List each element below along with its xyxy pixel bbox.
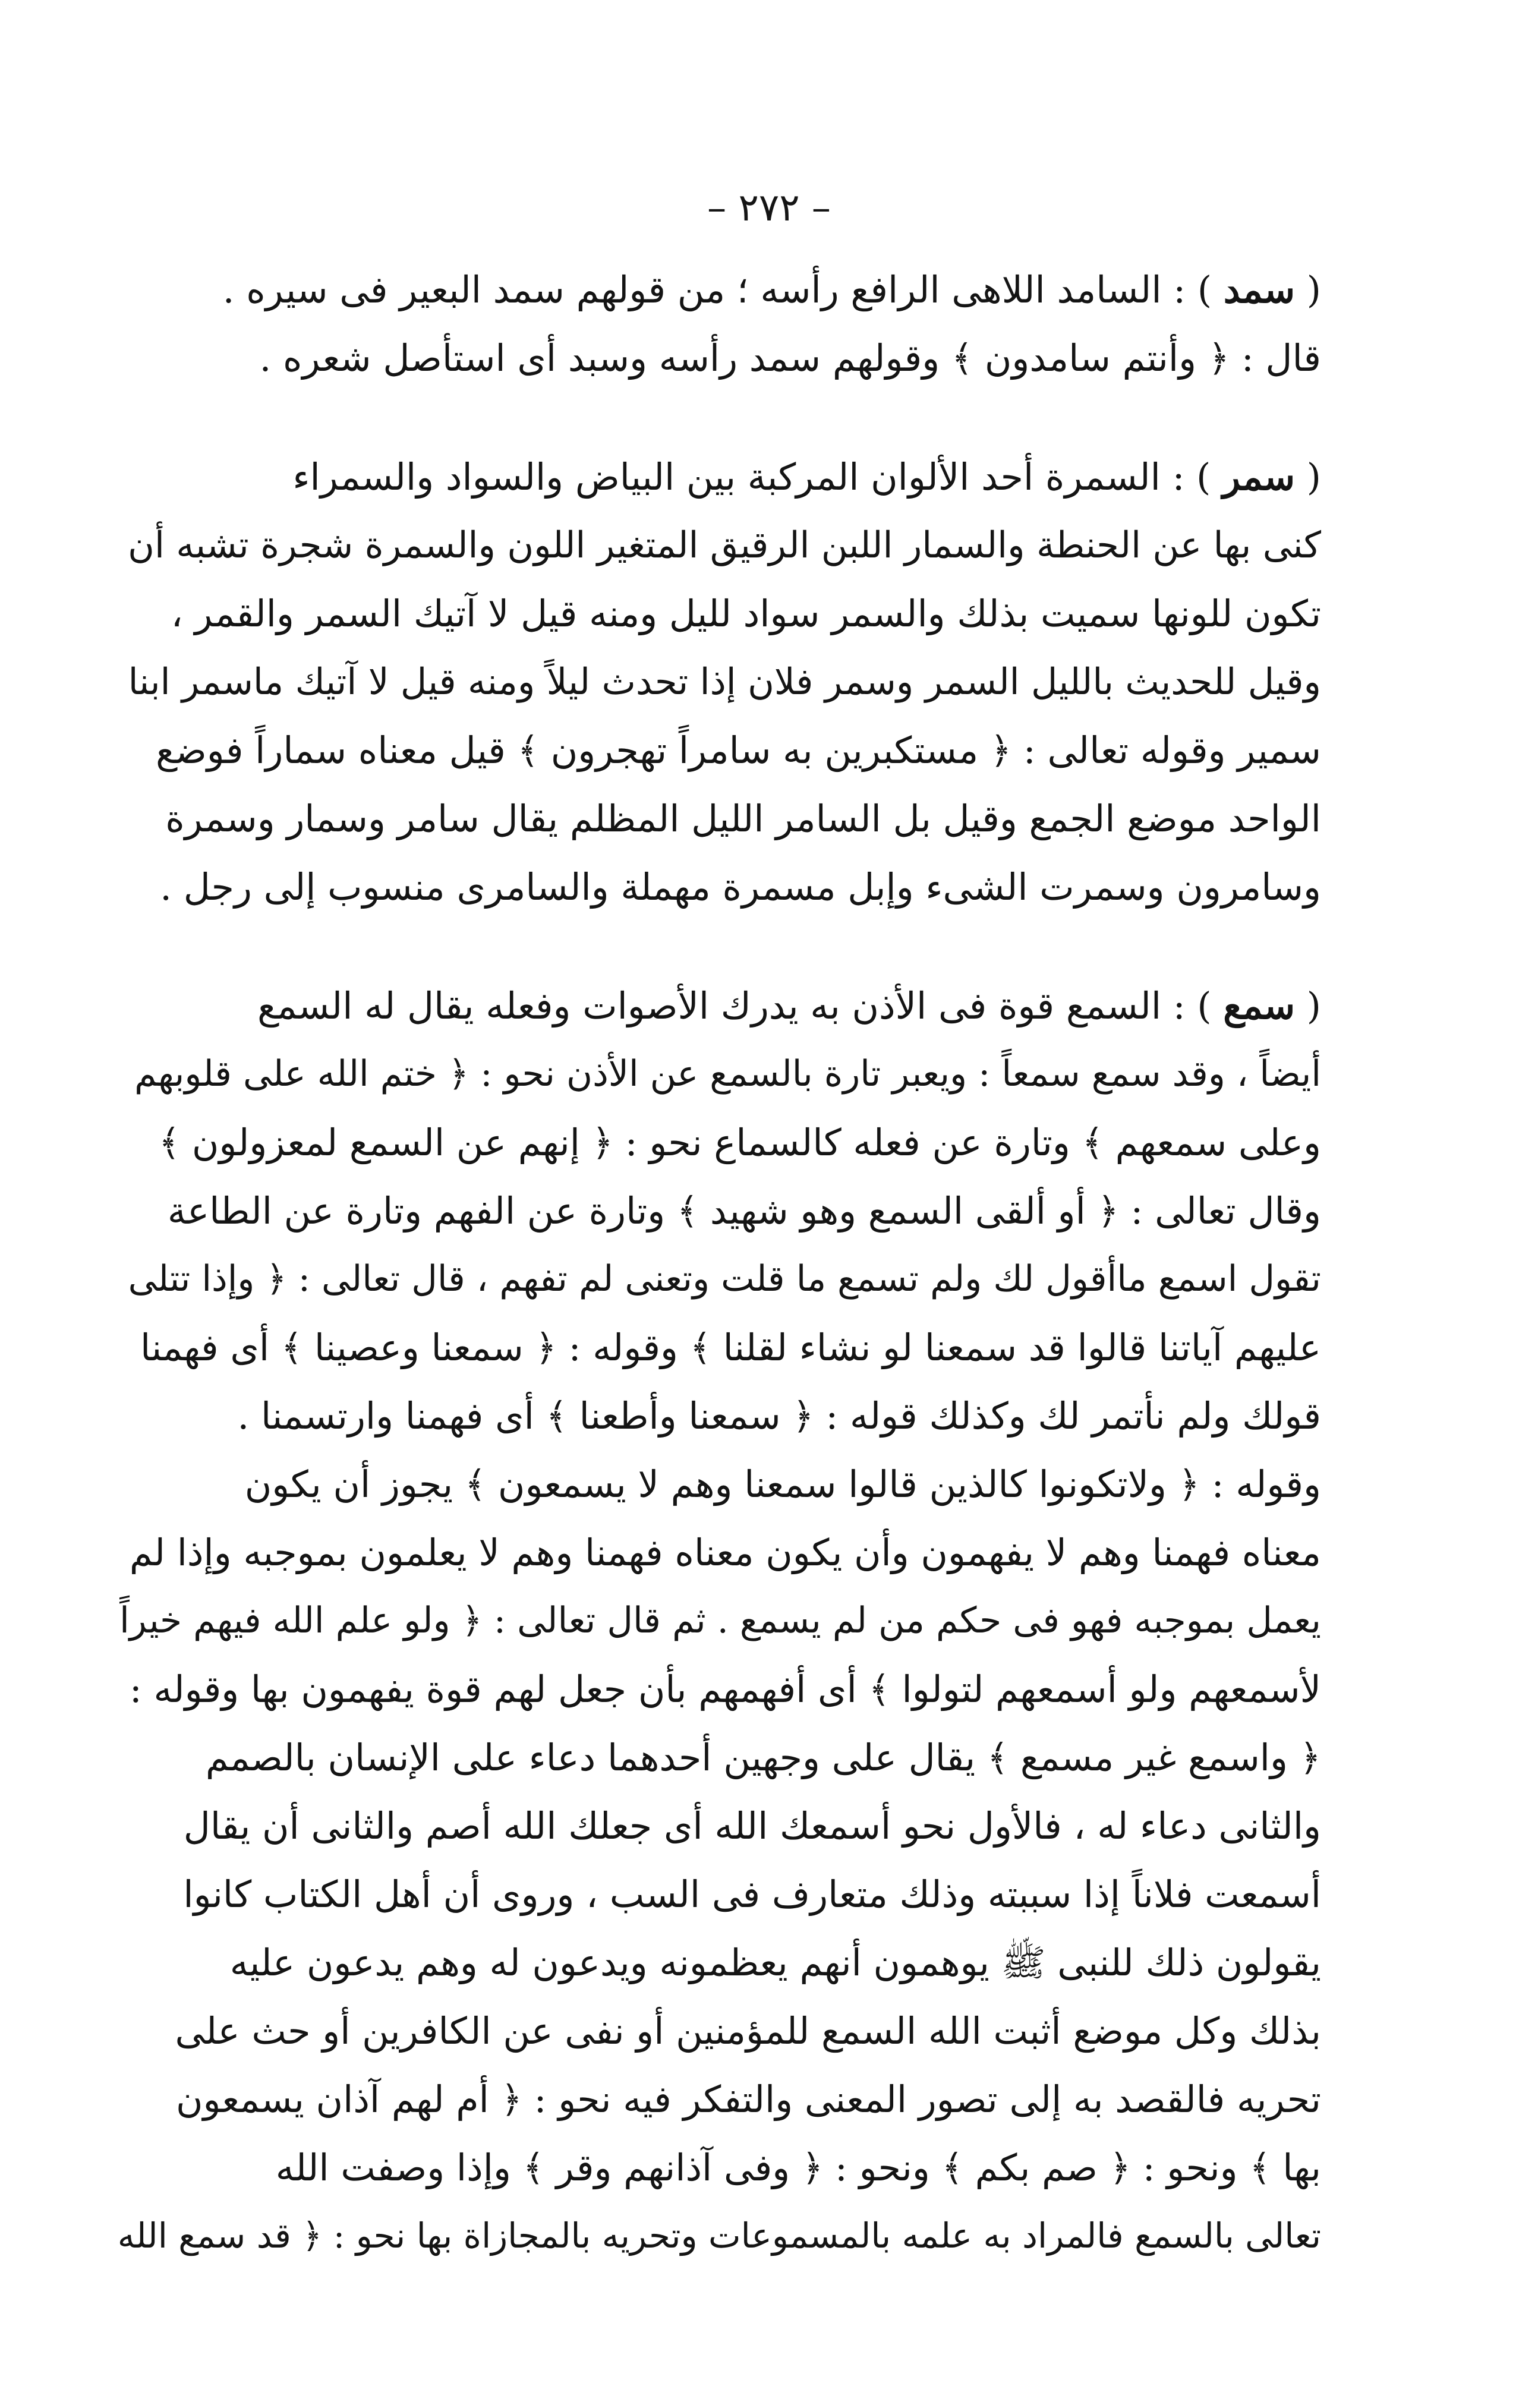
text-line: تكون للونها سميت بذلك والسمر سواد لليل ومنه قيل لا آتيك السمر والقمر ، (171, 592, 1321, 635)
text-line: يعمل بموجبه فهو فى حكم من لم يسمع . ثم قال تعالى : ﴿ ولو علم الله فيهم خيراً (119, 1600, 1321, 1641)
text-line: سمير وقوله تعالى : ﴿ مستكبرين به سامراً تهجرون ﴾ قيل معناه سماراً فوضع (156, 729, 1321, 772)
text-line: تحريه فالقصد به إلى تصور المعنى والتفكر فيه نحو : ﴿ أم لهم آذان يسمعون (175, 2078, 1321, 2121)
text-line: ﴿ واسمع غير مسمع ﴾ يقال على وجهين أحدهما دعاء على الإنسان بالصمم (205, 1736, 1321, 1779)
text-line: أيضاً ، وقد سمع سمعاً : ويعبر تارة بالسمع عن الأذن نحو : ﴿ ختم الله على قلوبهم (134, 1053, 1321, 1095)
text-line: تعالى بالسمع فالمراد به علمه بالمسموعات وتحريه بالمجازاة بها نحو : ﴿ قد سمع الله (117, 2215, 1321, 2256)
text-line: أسمعت فلاناً إذا سببته وذلك متعارف فى السب ، وروى أن أهل الكتاب كانوا (183, 1873, 1321, 1916)
text-line: عليهم آياتنا قالوا قد سمعنا لو نشاء لقلنا ﴾ وقوله : ﴿ سمعنا وعصينا ﴾ أى فهمنا (140, 1326, 1321, 1369)
text-line: يقولون ذلك للنبى ﷺ يوهمون أنهم يعظمونه ويدعون له وهم يدعون عليه (229, 1941, 1321, 1984)
entry-headword: سمر (1222, 455, 1296, 499)
text-line: تقول اسمع ماأقول لك ولم تسمع ما قلت وتعنى لم تفهم ، قال تعالى : ﴿ وإذا تتلى (128, 1258, 1321, 1300)
text-line: الواحد موضع الجمع وقيل بل السامر الليل المظلم يقال سامر وسمار وسمرة (165, 797, 1321, 840)
text-line: بها ﴾ ونحو : ﴿ صم بكم ﴾ ونحو : ﴿ وفى آذانهم وقر ﴾ وإذا وصفت الله (275, 2146, 1321, 2189)
entry-headword: سمع (1223, 984, 1296, 1028)
page-number: – ٢٧٢ – (707, 186, 831, 230)
entry-samar (116, 443, 1321, 921)
text-line: ( سمر ) : السمرة أحد الألوان المركبة بين البياض والسواد والسمراء (292, 455, 1321, 499)
text-line: وسامرون وسمرت الشىء وإبل مسمرة مهملة والسامرى منسوب إلى رجل . (160, 865, 1321, 909)
entry-headword: سمد (1223, 268, 1296, 311)
text-line: ( سمد ) : السامد اللاهى الرافع رأسه ؛ من قولهم سمد البعير فى سيره . (222, 268, 1321, 311)
text-line: وقوله : ﴿ ولاتكونوا كالذين قالوا سمعنا وهم لا يسمعون ﴾ يجوز أن يكون (244, 1463, 1321, 1506)
body-text (116, 256, 1321, 2270)
text-line: وقال تعالى : ﴿ أو ألقى السمع وهو شهيد ﴾ وتارة عن الفهم وتارة عن الطاعة (167, 1189, 1321, 1233)
text-line: كنى بها عن الحنطة والسمار اللبن الرقيق المتغير اللون والسمرة شجرة تشبه أن (128, 524, 1321, 566)
text-line: لأسمعهم ولو أسمعهم لتولوا ﴾ أى أفهمهم بأن جعل لهم قوة يفهمون بها وقوله : (129, 1668, 1321, 1711)
text-line: ( سمع ) : السمع قوة فى الأذن به يدرك الأصوات وفعله يقال له السمع (257, 984, 1321, 1028)
entry-samad (116, 256, 1321, 392)
text-line: وقيل للحديث بالليل السمر وسمر فلان إذا تحدث ليلاً ومنه قيل لا آتيك ماسمر ابنا (128, 661, 1321, 703)
text-line: بذلك وكل موضع أثبت الله السمع للمؤمنين أو نفى عن الكافرين أو حث على (175, 2009, 1321, 2053)
text-line: والثانى دعاء له ، فالأول نحو أسمعك الله أى جعلك الله أصم والثانى أن يقال (183, 1804, 1321, 1848)
entry-sami (116, 972, 1321, 2270)
text-line: معناه فهمنا وهم لا يفهمون وأن يكون معناه فهمنا وهم لا يعلمون بموجبه وإذا لم (129, 1531, 1321, 1574)
text-line: وعلى سمعهم ﴾ وتارة عن فعله كالسماع نحو : ﴿ إنهم عن السمع لمعزولون ﴾ (158, 1121, 1321, 1164)
text-line: قولك ولم نأتمر لك وكذلك قوله : ﴿ سمعنا وأطعنا ﴾ أى فهمنا وارتسمنا . (237, 1394, 1321, 1438)
text-line: قال : ﴿ وأنتم سامدون ﴾ وقولهم سمد رأسه وسبد أى استأصل شعره . (259, 336, 1321, 380)
